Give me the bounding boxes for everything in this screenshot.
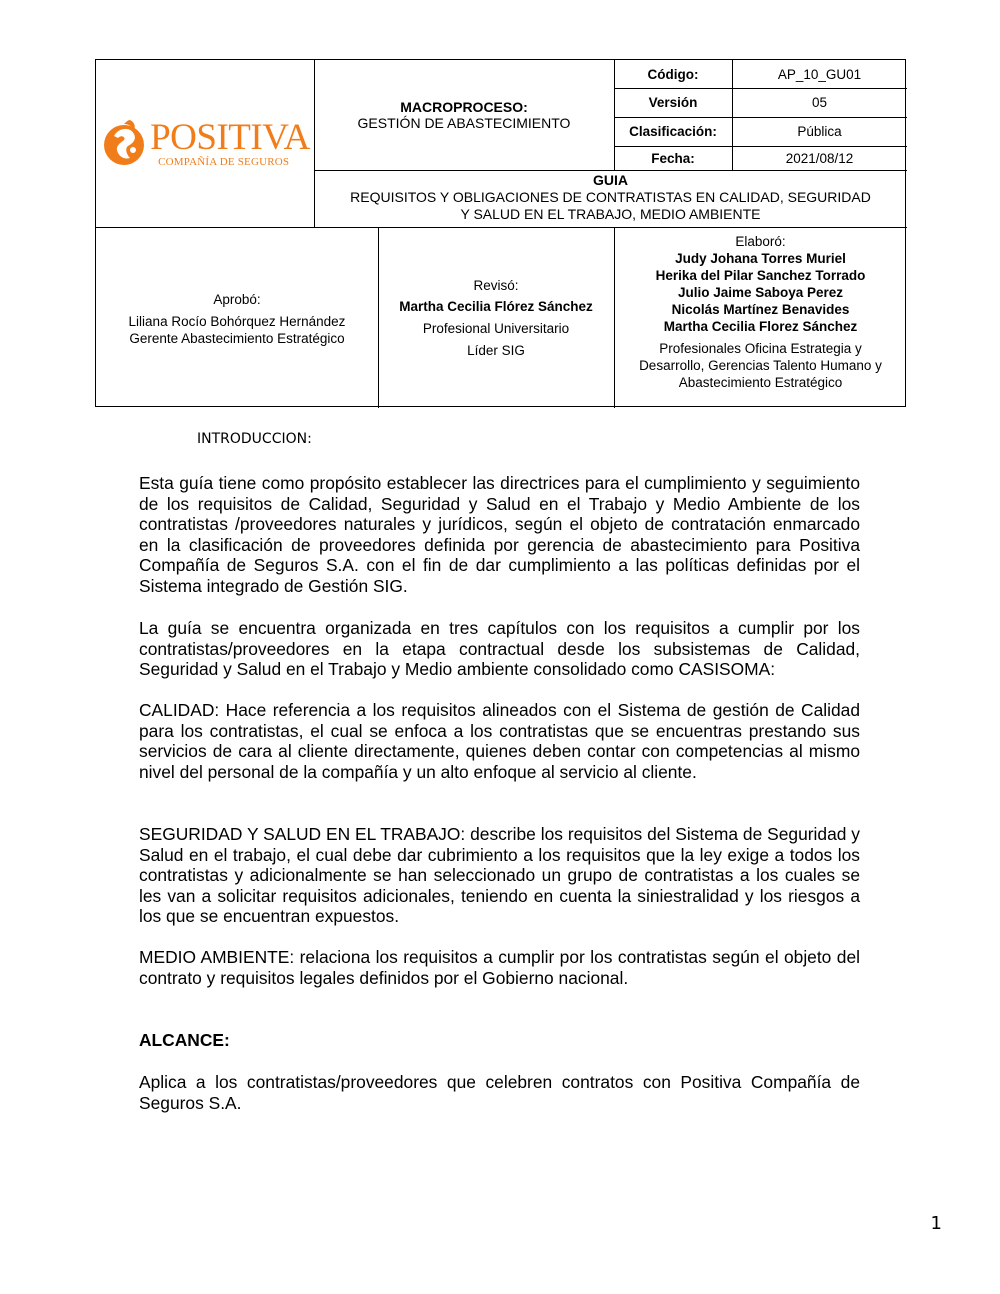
introduccion-heading: INTRODUCCION: [197, 431, 312, 447]
guia-title-line2: Y SALUD EN EL TRABAJO, MEDIO AMBIENTE [460, 206, 761, 222]
clasificacion-label: Clasificación: [629, 124, 717, 139]
aprobo-role: Gerente Abastecimiento Estratégico [129, 331, 345, 346]
reviso-label: Revisó: [473, 278, 519, 293]
elaboro-name: Judy Johana Torres Muriel [675, 251, 846, 266]
sst-paragraph: SEGURIDAD Y SALUD EN EL TRABAJO: describe los requisitos del Sistema de Seguridad y Salud en el trabajo, el cual debe dar cubrimiento a los requisitos que la ley exige a todos los contratistas y adicionalmente se han seleccionado un grupo de contratistas a los cuales se les van a solicitar requisitos adicionales, teniendo en cuenta la siniestralidad y los riesgos a los que se encuentran expuestos. [139, 824, 860, 927]
elaboro-roles-line1: Profesionales Oficina Estrategia y [659, 341, 862, 356]
codigo-label: Código: [647, 66, 699, 82]
guia-label: GUIA [593, 172, 628, 188]
reviso-cell [378, 227, 614, 408]
logo-cell [96, 60, 314, 227]
aprobo-cell [96, 227, 378, 408]
alcance-paragraph: Aplica a los contratistas/proveedores que celebren contratos con Positiva Compañía de Seguros S.A. [139, 1072, 860, 1113]
elaboro-name: Martha Cecilia Florez Sánchez [663, 319, 858, 334]
macroproceso-cell [314, 60, 614, 170]
guia-title-line1: REQUISITOS Y OBLIGACIONES DE CONTRATISTAS EN CALIDAD, SEGURIDAD [350, 189, 871, 205]
document-header-table [95, 59, 906, 407]
version-label: Versión [648, 95, 698, 110]
elaboro-roles-line2: Desarrollo, Gerencias Talento Humano y [639, 358, 882, 373]
fecha-value: 2021/08/12 [785, 150, 854, 166]
page-number: 1 [930, 1213, 942, 1234]
clasificacion-value: Pública [797, 124, 842, 139]
reviso-name: Martha Cecilia Flórez Sánchez [399, 299, 593, 314]
medio-ambiente-paragraph: MEDIO AMBIENTE: relaciona los requisitos a cumplir por los contratistas según el objeto del contrato y requisitos legales definidos por el Gobierno nacional. [139, 947, 860, 988]
logo-subtitle: COMPAÑÍA DE SEGUROS [158, 155, 290, 168]
aprobo-name: Liliana Rocío Bohórquez Hernández [128, 314, 346, 329]
aprobo-label: Aprobó: [213, 292, 261, 307]
elaboro-name: Herika del Pilar Sanchez Torrado [655, 268, 866, 283]
guia-title-cell [314, 170, 907, 227]
elaboro-roles-line3: Abastecimiento Estratégico [678, 375, 843, 390]
macroproceso-label: MACROPROCESO: [400, 99, 528, 115]
reviso-role1: Profesional Universitario [422, 321, 570, 336]
elaboro-cell [614, 227, 907, 408]
elaboro-name: Julio Jaime Saboya Perez [677, 285, 844, 300]
logo-name: POSITIVA [150, 116, 310, 158]
calidad-paragraph: CALIDAD: Hace referencia a los requisitos alineados con el Sistema de gestión de Calidad para los contratistas, el cual se enfoca a los contratistas que se encuentras prestando sus servicios de cara al cliente directamente, quienes deben contar con competencias al mismo nivel del personal de la compañía y un alto enfoque al servicio al cliente. [139, 700, 860, 782]
version-value: 05 [811, 95, 828, 110]
fecha-label: Fecha: [651, 150, 695, 166]
alcance-heading: ALCANCE: [139, 1030, 230, 1050]
elaboro-label: Elaboró: [735, 234, 786, 249]
elaboro-name: Nicolás Martínez Benavides [671, 302, 850, 317]
reviso-role2: Líder SIG [467, 343, 525, 358]
positiva-emblem-icon [100, 114, 148, 174]
structure-paragraph: La guía se encuentra organizada en tres capítulos con los requisitos a cumplir por los contratistas/proveedores en la etapa contractual desde los subsistemas de Calidad, Seguridad y Salud en el Trabajo y Medio ambiente consolidado como CASISOMA: [139, 618, 860, 680]
codigo-value: AP_10_GU01 [777, 66, 862, 82]
macroproceso-value: GESTIÓN DE ABASTECIMIENTO [357, 115, 571, 131]
company-logo [100, 114, 310, 174]
intro-paragraph: Esta guía tiene como propósito establecer las directrices para el cumplimiento y seguimiento de los requisitos de Calidad, Seguridad y Salud en el Trabajo y Medio Ambiente de los contratistas /proveedores naturales y jurídicos, según el objeto de contratación enmarcado en la clasificación de proveedores definida por gerencia de abastecimiento para Positiva Compañía de Seguros S.A. con el fin de dar cumplimiento a las políticas definidas por el Sistema integrado de Gestión SIG. [139, 473, 860, 596]
